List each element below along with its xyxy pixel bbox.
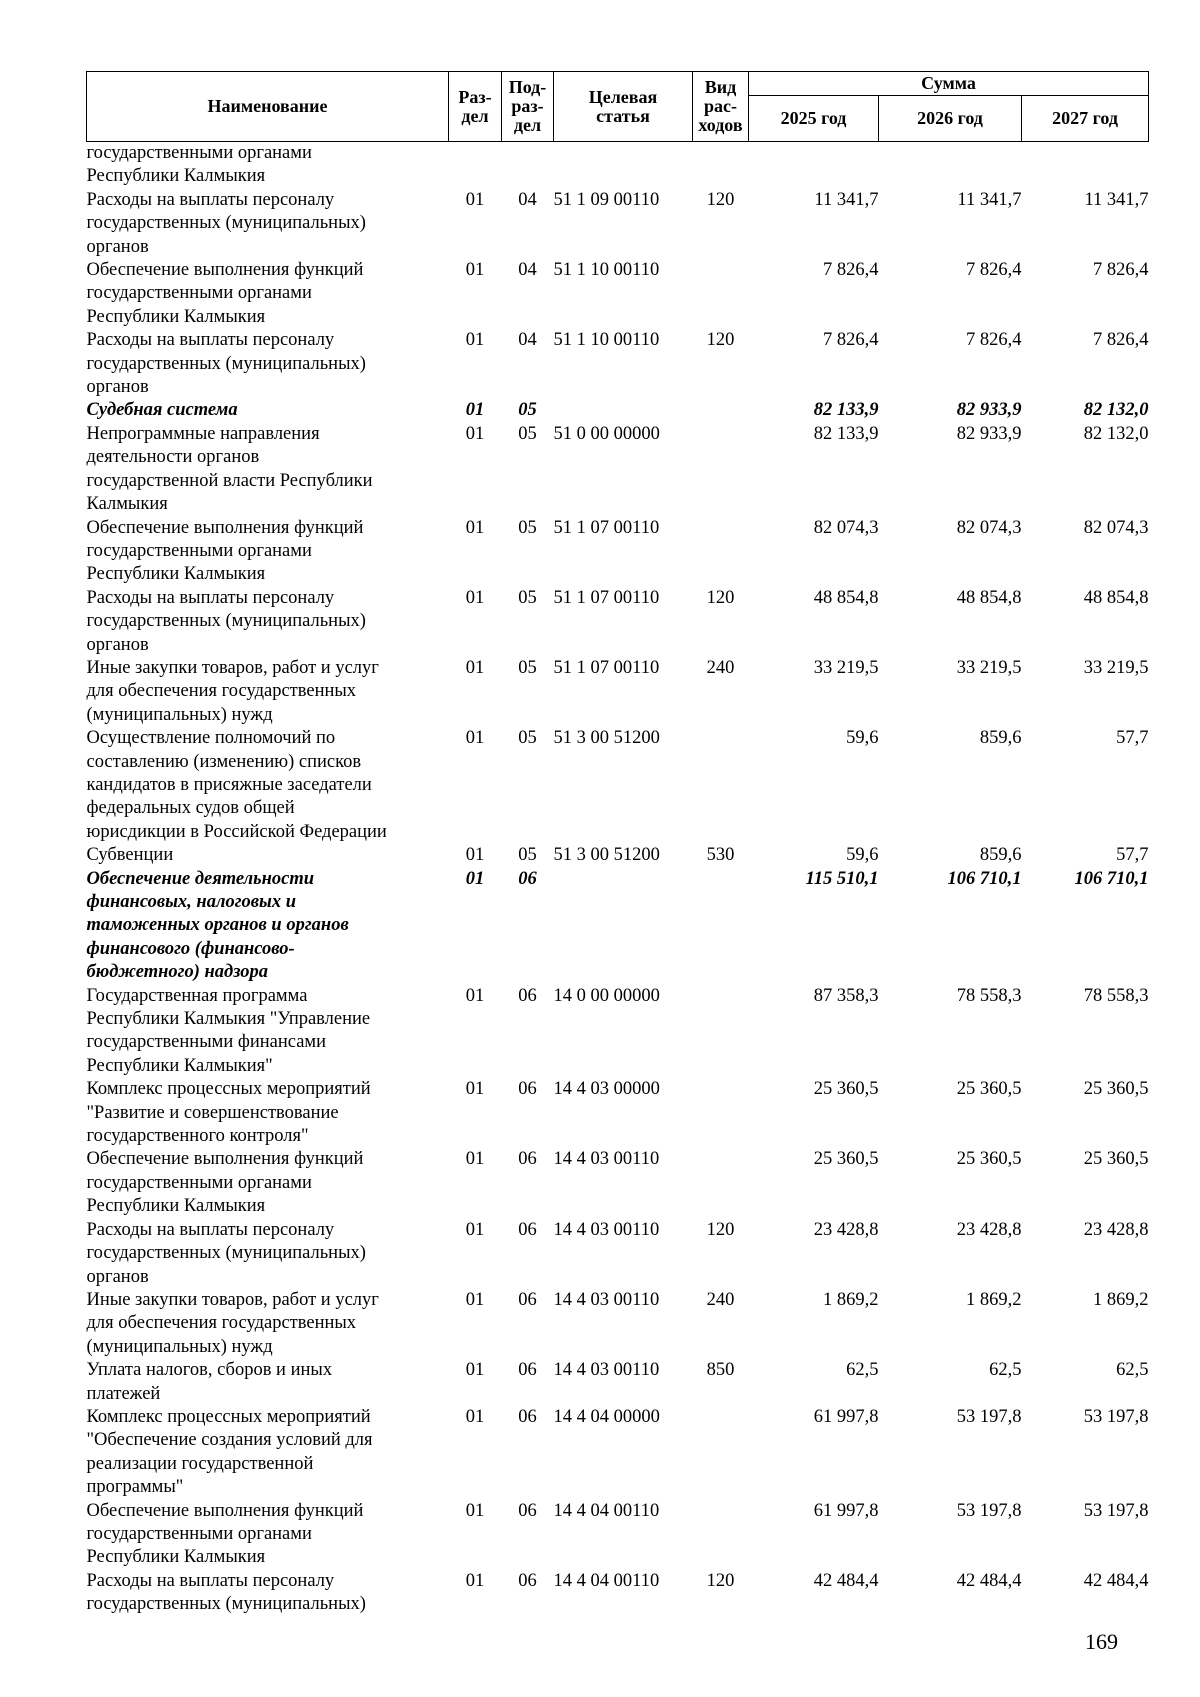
cell-sum-2025: 82 074,3 [813,517,879,538]
cell-target-article: 51 1 07 00110 [553,657,660,678]
cell-sum-2026: 11 341,7 [957,189,1022,210]
cell-razdel [449,142,502,189]
cell-sum-2026: 7 826,4 [966,260,1022,281]
cell-sum-2025: 25 360,5 [813,1149,879,1170]
cell-sum-2026: 42 484,4 [956,1570,1022,1591]
cell-sum-2026: 62,5 [989,1360,1022,1381]
cell-podrazdel: 04 [518,189,537,210]
header-statya-line1: Целевая [588,86,658,107]
cell-sum-2026: 25 360,5 [956,1079,1022,1100]
cell-target-article: 14 4 03 00110 [553,1219,660,1240]
cell-sum-2027: 25 360,5 [1083,1079,1149,1100]
cell-target-article: 51 1 09 00110 [553,189,660,210]
cell-sum-2027: 62,5 [1116,1360,1149,1381]
cell-razdel: 01 [465,1500,485,1521]
cell-sum-2027: 7 826,4 [1093,260,1149,281]
cell-target-article: 14 4 03 00110 [553,1149,660,1170]
cell-target-article: 14 4 04 00000 [553,1406,660,1427]
cell-name-line: государственных (муниципальных) [86,353,366,374]
header-vid-line1: Вид [704,77,737,97]
header-year-2025: 2025 год [749,96,879,142]
table-row [87,329,1149,399]
cell-name-line: органов [86,377,149,398]
header-razdel-line1: Раз- [458,86,492,107]
cell-podrazdel [502,142,554,189]
cell-podrazdel: 06 [518,1570,537,1591]
cell-name [87,844,449,867]
cell-name [87,189,449,259]
cell-sum-2026 [879,142,1022,189]
cell-razdel: 01 [465,423,485,444]
header-name: Наименование [87,72,449,142]
budget-table-page [86,71,1148,1617]
cell-expense-type [693,985,749,1079]
cell-name-line: федеральных судов общей [86,798,295,819]
cell-name-line: Расходы на выплаты персоналу [86,189,335,210]
cell-name-line: Субвенции [86,845,174,866]
table-row [87,844,1149,867]
cell-podrazdel: 05 [518,400,537,421]
header-razdel [449,72,502,142]
cell-name-line: программы" [86,1477,184,1498]
cell-expense-type: 120 [706,587,735,608]
cell-sum-2025: 82 133,9 [813,423,879,444]
cell-name [87,1289,449,1359]
cell-expense-type [693,399,749,422]
cell-sum-2027: 53 197,8 [1083,1406,1149,1427]
cell-name-line: таможенных органов и органов [86,915,349,936]
cell-name-line: государственными органами [86,143,312,163]
cell-sum-2027: 57,7 [1116,845,1149,866]
header-podrazdel-line1: Под- [508,77,547,97]
cell-name-line: Калмыкия [86,494,168,515]
cell-name [87,399,449,422]
cell-sum-2026: 106 710,1 [947,868,1022,889]
cell-name-line: финансового (финансово- [86,938,295,959]
header-vid [693,72,749,142]
cell-expense-type [693,1078,749,1148]
header-year-2027: 2027 год [1022,96,1149,142]
cell-podrazdel: 06 [518,1360,537,1381]
table-row [87,142,1149,189]
cell-sum-2025: 115 510,1 [805,868,879,889]
cell-expense-type [693,1406,749,1500]
cell-expense-type: 240 [706,1289,735,1310]
cell-name-line: Обеспечение деятельности [86,868,315,889]
header-vid-line3: ходов [698,115,743,135]
cell-name-line: государственной власти Республики [86,470,373,491]
cell-expense-type [693,727,749,844]
cell-name-line: юрисдикции в Российской Федерации [86,821,387,842]
cell-expense-type [693,868,749,985]
cell-sum-2025: 59,6 [846,845,879,866]
cell-name [87,329,449,399]
cell-name [87,1406,449,1500]
cell-target-article: 14 4 03 00110 [553,1289,660,1310]
table-row [87,259,1149,329]
cell-name-line: Обеспечение выполнения функций [86,260,364,281]
cell-name-line: Государственная программа [86,985,308,1006]
cell-name [87,657,449,727]
cell-podrazdel: 06 [518,868,537,889]
cell-name-line: Осуществление полномочий по [86,728,336,749]
cell-target-article: 51 0 00 00000 [553,423,660,444]
cell-name-line: государственными финансами [86,1032,327,1053]
cell-razdel: 01 [465,1360,485,1381]
cell-name-line: Расходы на выплаты персоналу [86,1219,335,1240]
cell-name-line: органов [86,236,149,257]
cell-name-line: "Развитие и совершенствование [86,1102,339,1123]
cell-name-line: Судебная система [86,400,238,421]
cell-razdel: 01 [465,330,485,351]
table-row [87,1500,1149,1570]
cell-sum-2026: 48 854,8 [956,587,1022,608]
cell-sum-2025: 61 997,8 [813,1406,879,1427]
cell-name-line: Расходы на выплаты персоналу [86,587,335,608]
cell-razdel: 01 [465,1406,485,1427]
cell-name-line: Расходы на выплаты персоналу [86,1570,335,1591]
header-razdel-line2: дел [461,105,489,126]
cell-name-line: государственных (муниципальных) [86,1243,366,1264]
cell-sum-2026: 1 869,2 [966,1289,1022,1310]
cell-target-article: 14 4 04 00110 [553,1500,660,1521]
table-row [87,189,1149,259]
cell-sum-2025: 7 826,4 [823,260,879,281]
page-number: 169 [1085,1629,1118,1654]
cell-name-line: (муниципальных) нужд [86,1336,273,1357]
cell-target-article: 51 1 10 00110 [553,260,660,281]
cell-podrazdel: 05 [518,845,537,866]
cell-name-line: Уплата налогов, сборов и иных [86,1360,333,1381]
table-row [87,1570,1149,1617]
table-row [87,517,1149,587]
cell-name-line: органов [86,634,149,655]
table-row [87,1078,1149,1148]
cell-target-article [554,142,693,189]
cell-name-line: Республики Калмыкия" [86,1055,273,1076]
cell-podrazdel: 06 [518,1500,537,1521]
cell-sum-2025: 82 133,9 [813,400,879,421]
cell-name-line: Республики Калмыкия [86,1547,266,1568]
header-podrazdel-line2: раз- [511,96,544,116]
cell-name [87,727,449,844]
cell-target-article: 51 3 00 51200 [553,845,660,866]
cell-sum-2027: 53 197,8 [1083,1500,1149,1521]
cell-name-line: государственными органами [86,283,312,304]
cell-sum-2027: 82 074,3 [1083,517,1149,538]
cell-name-line: деятельности органов [86,447,260,468]
cell-name-line: государственного контроля" [86,1126,309,1147]
cell-razdel: 01 [465,657,485,678]
cell-sum-2026: 25 360,5 [956,1149,1022,1170]
cell-sum-2027: 57,7 [1116,728,1149,749]
header-podrazdel-line3: дел [513,115,542,135]
cell-target-article: 14 0 00 00000 [553,985,660,1006]
cell-razdel: 01 [465,985,485,1006]
cell-podrazdel: 06 [518,1406,537,1427]
header-year-2026: 2026 год [879,96,1022,142]
header-podrazdel [502,72,554,142]
cell-sum-2025: 7 826,4 [823,330,879,351]
cell-sum-2027: 82 132,0 [1083,400,1149,421]
cell-sum-2027: 78 558,3 [1083,985,1149,1006]
cell-expense-type [693,423,749,517]
table-body [87,142,1149,1617]
cell-sum-2027: 82 132,0 [1083,423,1149,444]
cell-name-line: Обеспечение выполнения функций [86,1149,364,1170]
cell-expense-type: 850 [706,1360,735,1381]
cell-razdel: 01 [465,1149,485,1170]
cell-target-article [554,868,693,985]
header-summa: Сумма [749,72,1149,96]
cell-name-line: государственных (муниципальных) [86,213,366,234]
cell-razdel: 01 [465,1079,485,1100]
cell-name-line: Обеспечение выполнения функций [86,517,364,538]
cell-name-line: государственными органами [86,1172,312,1193]
cell-name-line: Расходы на выплаты персоналу [86,330,335,351]
cell-podrazdel: 06 [518,1289,537,1310]
cell-name [87,142,449,189]
cell-sum-2026: 53 197,8 [956,1500,1022,1521]
table-row [87,1219,1149,1289]
cell-name-line: органов [86,1266,149,1287]
cell-expense-type [693,142,749,189]
cell-sum-2026: 82 933,9 [956,400,1022,421]
cell-razdel: 01 [465,260,485,281]
cell-razdel: 01 [465,400,485,421]
cell-razdel: 01 [465,1570,485,1591]
table-header [87,72,1149,142]
cell-target-article: 14 4 03 00000 [553,1079,660,1100]
cell-target-article: 51 1 07 00110 [553,517,660,538]
cell-sum-2025: 33 219,5 [813,657,879,678]
cell-podrazdel: 06 [518,985,537,1006]
cell-name-line: (муниципальных) нужд [86,704,273,725]
cell-expense-type [693,1148,749,1218]
cell-name [87,1359,449,1406]
cell-sum-2026: 53 197,8 [956,1406,1022,1427]
cell-razdel: 01 [465,1289,485,1310]
cell-name-line: государственными органами [86,1523,312,1544]
cell-name [87,423,449,517]
cell-name-line: Комплекс процессных мероприятий [86,1406,371,1427]
cell-podrazdel: 06 [518,1149,537,1170]
header-statya-line2: статья [596,105,650,126]
cell-podrazdel: 06 [518,1219,537,1240]
cell-sum-2027: 42 484,4 [1083,1570,1149,1591]
table-row [87,985,1149,1079]
cell-podrazdel: 04 [518,260,537,281]
cell-name-line: государственными органами [86,540,312,561]
cell-target-article: 51 1 07 00110 [553,587,660,608]
cell-sum-2026: 7 826,4 [966,330,1022,351]
cell-name-line: платежей [86,1383,161,1404]
cell-name-line: Республики Калмыкия "Управление [86,1009,371,1030]
cell-name-line: Республики Калмыкия [86,166,266,187]
cell-name [87,1500,449,1570]
cell-razdel: 01 [465,845,485,866]
cell-name-line: Иные закупки товаров, работ и услуг [86,657,379,678]
cell-sum-2025: 87 358,3 [813,985,879,1006]
cell-sum-2025: 48 854,8 [813,587,879,608]
table-row [87,587,1149,657]
cell-sum-2027: 48 854,8 [1083,587,1149,608]
cell-sum-2025 [749,142,879,189]
cell-name-line: бюджетного) надзора [86,962,268,983]
cell-sum-2026: 23 428,8 [956,1219,1022,1240]
cell-expense-type: 120 [706,330,735,351]
cell-name [87,259,449,329]
cell-podrazdel: 05 [518,423,537,444]
cell-name-line: составлению (изменению) списков [86,751,362,772]
cell-name-line: финансовых, налоговых и [86,892,297,912]
cell-target-article: 14 4 03 00110 [553,1360,660,1381]
cell-sum-2026: 78 558,3 [956,985,1022,1006]
table-row [87,1359,1149,1406]
cell-sum-2025: 23 428,8 [813,1219,879,1240]
cell-name [87,868,449,985]
cell-sum-2027: 7 826,4 [1093,330,1149,351]
cell-razdel: 01 [465,1219,485,1240]
cell-name-line: Иные закупки товаров, работ и услуг [86,1289,379,1310]
cell-target-article: 51 1 10 00110 [553,330,660,351]
cell-name-line: кандидатов в присяжные заседатели [86,774,372,795]
cell-sum-2026: 82 074,3 [956,517,1022,538]
cell-podrazdel: 05 [518,587,537,608]
cell-name [87,1148,449,1218]
cell-expense-type: 120 [706,189,735,210]
cell-sum-2026: 82 933,9 [956,423,1022,444]
cell-razdel: 01 [465,189,485,210]
header-vid-line2: рас- [704,96,737,116]
cell-sum-2027: 106 710,1 [1074,868,1149,889]
cell-name-line: реализации государственной [86,1453,314,1474]
cell-name-line: Непрограммные направления [86,423,320,444]
cell-sum-2025: 62,5 [846,1360,879,1381]
cell-podrazdel: 05 [518,657,537,678]
cell-sum-2026: 859,6 [979,728,1022,749]
cell-sum-2025: 1 869,2 [823,1289,879,1310]
table-row [87,868,1149,985]
table-row [87,423,1149,517]
cell-sum-2026: 859,6 [979,845,1022,866]
cell-podrazdel: 04 [518,330,537,351]
cell-sum-2027: 11 341,7 [1084,189,1149,210]
cell-name [87,1078,449,1148]
cell-name-line: Комплекс процессных мероприятий [86,1079,371,1100]
cell-name-line: "Обеспечение создания условий для [86,1430,373,1451]
cell-razdel: 01 [465,517,485,538]
cell-name-line: Республики Калмыкия [86,564,266,585]
budget-table [86,71,1149,1617]
cell-sum-2025: 61 997,8 [813,1500,879,1521]
cell-sum-2027: 33 219,5 [1083,657,1149,678]
cell-expense-type: 240 [706,657,735,678]
cell-name-line: государственных (муниципальных) [86,1594,366,1615]
cell-name [87,1570,449,1617]
cell-podrazdel: 05 [518,728,537,749]
cell-sum-2027 [1022,142,1149,189]
cell-target-article [554,399,693,422]
cell-name-line: для обеспечения государственных [86,681,357,702]
table-row [87,1148,1149,1218]
table-row [87,1406,1149,1500]
cell-target-article: 51 3 00 51200 [553,728,660,749]
table-row [87,657,1149,727]
cell-name-line: Республики Калмыкия [86,1196,266,1217]
cell-name [87,1219,449,1289]
cell-name-line: для обеспечения государственных [86,1313,357,1334]
cell-expense-type: 530 [706,845,735,866]
cell-razdel: 01 [465,868,485,889]
cell-podrazdel: 06 [518,1079,537,1100]
table-row [87,1289,1149,1359]
cell-sum-2027: 1 869,2 [1093,1289,1149,1310]
cell-expense-type: 120 [706,1570,735,1591]
cell-name-line: Обеспечение выполнения функций [86,1500,364,1521]
cell-razdel: 01 [465,587,485,608]
cell-sum-2027: 25 360,5 [1083,1149,1149,1170]
cell-sum-2025: 42 484,4 [813,1570,879,1591]
cell-sum-2025: 59,6 [846,728,879,749]
cell-sum-2027: 23 428,8 [1083,1219,1149,1240]
cell-sum-2026: 33 219,5 [956,657,1022,678]
cell-name [87,587,449,657]
cell-name-line: государственных (муниципальных) [86,611,366,632]
cell-name-line: Республики Калмыкия [86,306,266,327]
cell-podrazdel: 05 [518,517,537,538]
table-row [87,399,1149,422]
cell-expense-type: 120 [706,1219,735,1240]
cell-expense-type [693,1500,749,1570]
cell-razdel: 01 [465,728,485,749]
cell-expense-type [693,259,749,329]
cell-expense-type [693,517,749,587]
cell-sum-2025: 11 341,7 [814,189,879,210]
cell-target-article: 14 4 04 00110 [553,1570,660,1591]
cell-sum-2025: 25 360,5 [813,1079,879,1100]
cell-name [87,985,449,1079]
cell-name [87,517,449,587]
header-statya [554,72,693,142]
table-row [87,727,1149,844]
